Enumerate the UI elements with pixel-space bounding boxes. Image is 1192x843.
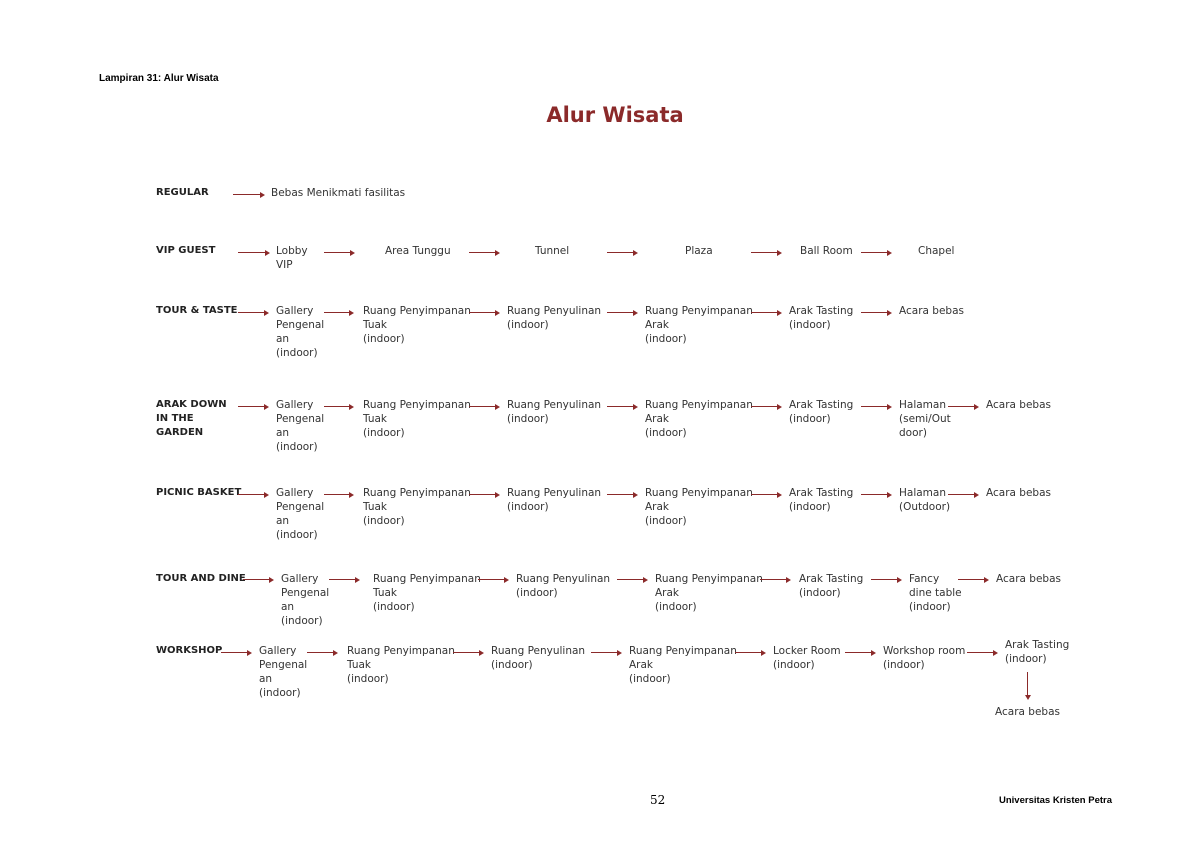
flow-step: Ruang Penyulinan (indoor): [507, 305, 602, 331]
flow-arrow: [221, 652, 249, 653]
flow-arrow: [958, 579, 986, 580]
flow-arrow: [861, 494, 889, 495]
flow-step: Chapel: [918, 245, 955, 257]
row-label: TOUR & TASTE: [156, 305, 238, 316]
flow-step: Gallery Pengenal an (indoor): [259, 645, 308, 699]
flow-step: Gallery Pengenal an (indoor): [276, 487, 325, 541]
flow-arrow: [469, 494, 497, 495]
flow-step: Gallery Pengenal an (indoor): [276, 305, 325, 359]
flow-arrow: [453, 652, 481, 653]
flow-step: Ruang Penyimpanan Arak (indoor): [645, 305, 753, 345]
flow-arrow: [967, 652, 995, 653]
flow-arrow: [324, 312, 351, 313]
flow-step: Acara bebas: [986, 487, 1051, 499]
flow-step: Ruang Penyimpanan Tuak (indoor): [363, 399, 471, 439]
flow-step: Arak Tasting (indoor): [789, 487, 854, 513]
flow-arrow: [324, 252, 352, 253]
flow-arrow: [478, 579, 506, 580]
flow-arrow: [607, 312, 635, 313]
flow-arrow: [861, 312, 889, 313]
flow-step: Arak Tasting (indoor): [799, 573, 864, 599]
flow-arrow: [469, 406, 497, 407]
flow-step: Acara bebas: [986, 399, 1051, 411]
flow-step: Acara bebas: [996, 573, 1061, 585]
flow-step: Ruang Penyulinan (indoor): [507, 399, 602, 425]
row-label: VIP GUEST: [156, 245, 216, 256]
flow-arrow: [751, 312, 779, 313]
flow-step: Ruang Penyulinan (indoor): [507, 487, 602, 513]
flow-step: Ruang Penyimpanan Tuak (indoor): [363, 305, 471, 345]
flow-step: Ruang Penyimpanan Arak (indoor): [629, 645, 737, 685]
flow-step: Locker Room (indoor): [773, 645, 841, 671]
flow-step: Acara bebas: [995, 706, 1060, 718]
flow-arrow: [607, 494, 635, 495]
flow-arrow: [233, 194, 262, 195]
flow-arrow: [735, 652, 763, 653]
page-number: 52: [650, 793, 666, 807]
flow-step: Acara bebas: [899, 305, 964, 317]
flow-arrow: [307, 652, 335, 653]
flow-step: Halaman (semi/Out door): [899, 399, 951, 439]
flow-arrow: [751, 406, 779, 407]
flow-step: Bebas Menikmati fasilitas: [271, 187, 406, 199]
flow-arrow: [238, 406, 266, 407]
flow-step: Gallery Pengenal an (indoor): [276, 399, 325, 453]
flow-step: Ruang Penyimpanan Tuak (indoor): [363, 487, 471, 527]
flow-step: Lobby VIP: [276, 245, 308, 271]
flow-arrow: [861, 252, 889, 253]
flow-arrow: [751, 252, 779, 253]
flow-arrow: [871, 579, 899, 580]
page-caption: Lampiran 31: Alur Wisata: [99, 73, 219, 84]
flow-arrow: [243, 579, 271, 580]
flow-step: Halaman (Outdoor): [899, 487, 951, 513]
row-label: ARAK DOWN IN THE GARDEN: [156, 399, 227, 438]
flow-step: Area Tunggu: [385, 245, 451, 257]
flow-step: Arak Tasting (indoor): [789, 305, 854, 331]
flow-step: Arak Tasting (indoor): [1005, 639, 1070, 665]
flow-arrow: [607, 252, 635, 253]
flow-arrow: [751, 494, 779, 495]
flow-arrow: [948, 406, 976, 407]
flow-arrow: [469, 312, 497, 313]
flow-arrow: [329, 579, 357, 580]
flow-step: Tunnel: [535, 245, 570, 257]
flow-arrow: [591, 652, 619, 653]
flow-arrow: [861, 406, 889, 407]
university-name: Universitas Kristen Petra: [999, 795, 1112, 806]
flow-arrow: [845, 652, 873, 653]
flow-step: Ruang Penyimpanan Tuak (indoor): [373, 573, 481, 613]
flow-arrow: [324, 406, 351, 407]
flow-arrow: [469, 252, 497, 253]
page-title: Alur Wisata: [546, 103, 684, 127]
flow-step: Ruang Penyimpanan Tuak (indoor): [347, 645, 455, 685]
flow-arrow: [238, 312, 266, 313]
flow-step: Ruang Penyulinan (indoor): [516, 573, 611, 599]
flow-step: Gallery Pengenal an (indoor): [281, 573, 330, 627]
flow-step: Fancy dine table (indoor): [909, 573, 962, 613]
flow-arrow: [238, 252, 267, 253]
flow-step: Workshop room (indoor): [883, 645, 966, 671]
flow-step: Ruang Penyimpanan Arak (indoor): [645, 399, 753, 439]
row-label: REGULAR: [156, 187, 209, 198]
row-label: TOUR AND DINE: [156, 573, 246, 584]
flow-arrow: [760, 579, 788, 580]
flow-step: Ruang Penyulinan (indoor): [491, 645, 586, 671]
flow-step: Arak Tasting (indoor): [789, 399, 854, 425]
flow-step: Ball Room: [800, 245, 853, 257]
flow-arrow: [238, 494, 266, 495]
flow-step: Ruang Penyimpanan Arak (indoor): [645, 487, 753, 527]
flow-arrow: [324, 494, 351, 495]
flow-step: Plaza: [685, 245, 713, 257]
flow-arrow: [607, 406, 635, 407]
flow-step: Ruang Penyimpanan Arak (indoor): [655, 573, 763, 613]
flow-arrow: [948, 494, 976, 495]
row-label: WORKSHOP: [156, 645, 223, 656]
flow-arrow-down: [1027, 672, 1028, 697]
row-label: PICNIC BASKET: [156, 487, 242, 498]
flow-arrow: [617, 579, 645, 580]
